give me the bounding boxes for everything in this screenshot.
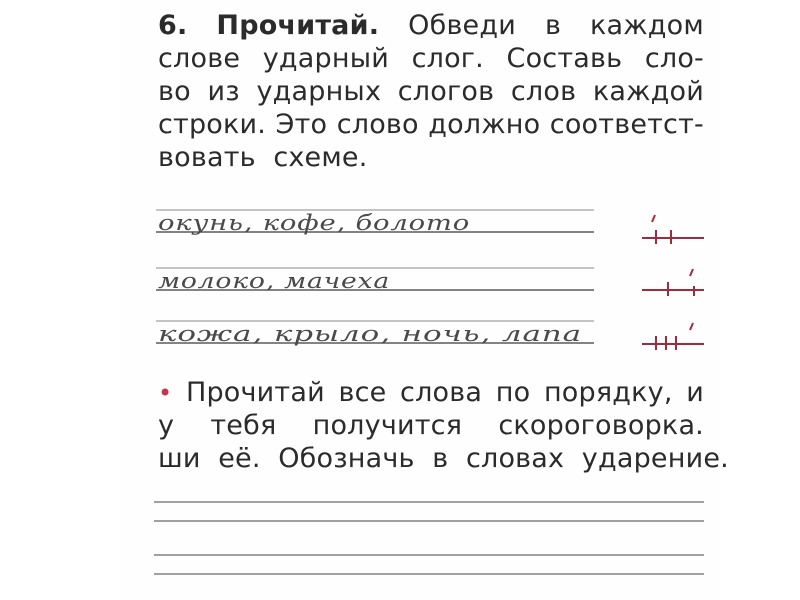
bullet-word: её.: [218, 443, 261, 474]
task-word: Составь: [506, 43, 623, 74]
task-word: слово: [336, 109, 419, 140]
bullet-word: и: [686, 377, 704, 408]
bullet-icon: •: [158, 379, 173, 407]
task-word: в: [544, 10, 562, 41]
handwriting-text-3: кожа, крыло, ночь, лапа: [158, 322, 582, 346]
bullet-line-3: [158, 442, 729, 475]
task-6-text: [158, 9, 704, 174]
task-line-2: [158, 42, 704, 75]
stress-scheme-2: [636, 264, 706, 298]
task-word: слог.: [411, 43, 484, 74]
task-word: строки.: [158, 109, 267, 140]
bullet-word: у: [158, 410, 175, 441]
bullet-task-text: [158, 376, 729, 475]
bullet-word: скороговорка.: [498, 410, 704, 441]
task-word: должно: [428, 109, 541, 140]
task-word: соответст-: [549, 109, 704, 140]
bullet-line-1: [158, 376, 704, 409]
bullet-word: по: [495, 377, 531, 408]
handwriting-text-2: молоко, мачеха: [158, 269, 390, 293]
task-verb: Прочитай.: [216, 10, 380, 41]
task-line-4: [158, 108, 704, 141]
handwriting-row-2: [156, 264, 594, 292]
stress-scheme-3: [636, 318, 706, 352]
stress-scheme-1: [636, 212, 706, 246]
task-word: схеме.: [273, 142, 368, 173]
bullet-word: порядку,: [543, 377, 673, 408]
task-word: слове: [158, 43, 241, 74]
task-number: 6.: [158, 10, 188, 41]
task-word: из: [207, 76, 240, 107]
task-word: Это: [275, 109, 328, 140]
bullet-word: в: [432, 443, 449, 474]
task-word: во: [158, 76, 191, 107]
bullet-word: тебя: [210, 410, 277, 441]
bullet-word: получится: [312, 410, 463, 441]
task-line-1: [158, 9, 704, 42]
bullet-word: словах: [465, 443, 565, 474]
bullet-word: слова: [400, 377, 483, 408]
task-word: сло-: [644, 43, 704, 74]
task-word: ударный: [262, 43, 389, 74]
task-word: слогов: [397, 76, 495, 107]
writing-area[interactable]: [154, 490, 704, 590]
bullet-word: Прочитай: [185, 377, 325, 408]
handwriting-text-1: окунь, кофе, болото: [158, 211, 470, 235]
bullet-line-2: [158, 409, 704, 442]
task-word: слов: [510, 76, 577, 107]
task-word: каждом: [590, 10, 704, 41]
bullet-word: все: [338, 377, 387, 408]
bullet-word: ударение.: [581, 443, 729, 474]
task-word: Обведи: [408, 10, 516, 41]
bullet-word: Обозначь: [278, 443, 415, 474]
task-line-5: [158, 141, 704, 174]
handwriting-row-1: [156, 206, 594, 234]
task-word: вовать: [158, 142, 256, 173]
task-line-3: [158, 75, 704, 108]
task-word: каждой: [592, 76, 704, 107]
handwriting-row-3: [156, 317, 594, 345]
task-word: ударных: [256, 76, 382, 107]
bullet-word: ши: [158, 443, 201, 474]
